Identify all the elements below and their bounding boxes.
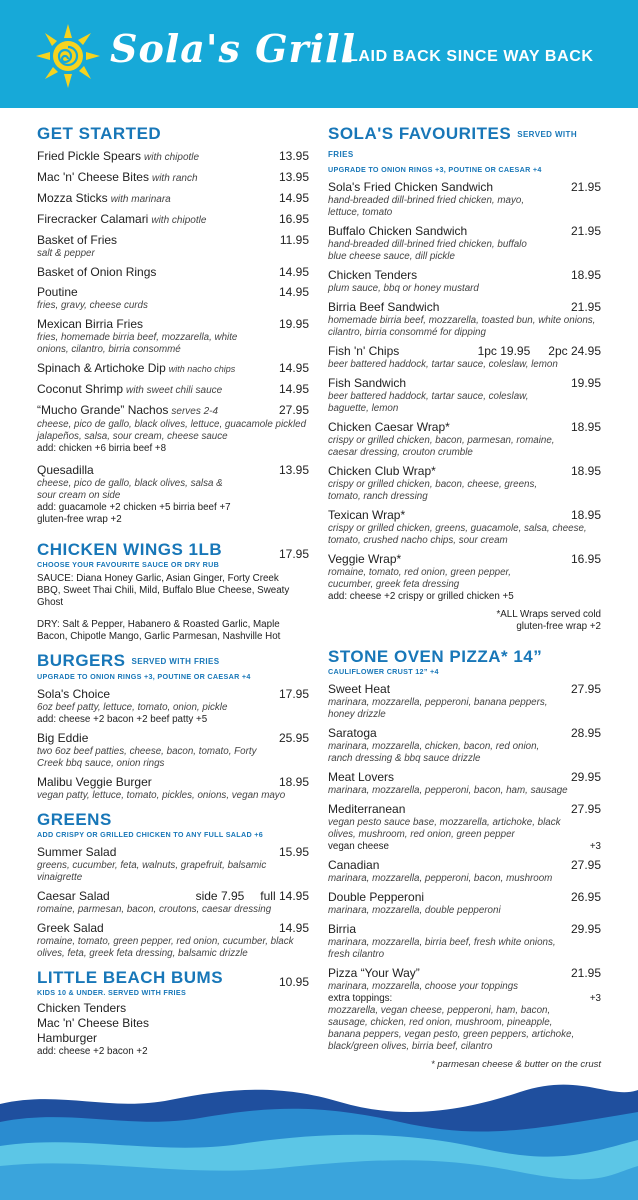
- item-price: 19.95: [278, 317, 309, 331]
- menu-item: [37, 170, 309, 186]
- burgers-sub: SERVED WITH FRIES: [131, 656, 220, 666]
- item-name: Pizza “Your Way”: [328, 966, 420, 981]
- item-desc: plum sauce, bbq or honey mustard: [328, 283, 479, 295]
- item-add: add: chicken +6 birria beef +8: [37, 443, 167, 454]
- item-price: 14.95: [278, 382, 309, 396]
- item-add: gluten-free wrap +2: [37, 514, 122, 525]
- item-desc: marinara, mozzarella, choose your toppings: [328, 981, 519, 993]
- item-name: Meat Lovers: [328, 770, 395, 785]
- tagline: LAID BACK SINCE WAY BACK: [348, 48, 594, 65]
- item-desc: vegan patty, lettuce, tomato, pickles, onions, vegan mayo: [37, 789, 286, 801]
- item-price: 11.95: [279, 233, 309, 247]
- item-name: Big Eddie: [37, 730, 89, 745]
- menu-item: [328, 180, 601, 219]
- section-title-get-started: GET STARTED: [37, 124, 162, 143]
- item-extra: extra toppings: +3: [328, 993, 601, 1005]
- item-price: 14.95: [278, 285, 309, 299]
- item-desc: crispy or grilled chicken, bacon, parmesan, romaine, caesar dressing, crouton crumble: [328, 435, 555, 459]
- header-banner: [0, 0, 638, 108]
- menu-item: [37, 233, 309, 260]
- item-with: with marinara: [110, 194, 171, 205]
- item-name: Double Pepperoni: [328, 890, 425, 905]
- item-price: 15.95: [278, 844, 309, 859]
- item-desc: hand-breaded dill-brined fried chicken, mayo, lettuce, tomato: [328, 195, 525, 219]
- menu-item: [328, 508, 601, 547]
- item-name: Summer Salad: [37, 844, 117, 859]
- item-price: 27.95: [570, 858, 601, 873]
- favourites-sub: SERVED WITH FRIES: [328, 129, 578, 160]
- kids-add: add: cheese +2 bacon +2: [37, 1045, 148, 1057]
- item-name: Texican Wrap*: [328, 508, 406, 523]
- item-desc: romaine, tomato, red onion, green pepper, cucumber, greek feta dressing: [328, 567, 511, 591]
- item-with: with ranch: [151, 173, 198, 184]
- menu-item: [37, 149, 309, 165]
- item-desc: marinara, mozzarella, double pepperoni: [328, 905, 501, 917]
- item-price: 29.95: [570, 770, 601, 785]
- item-name: Chicken Caesar Wrap*: [328, 420, 450, 435]
- item-name: Fish Sandwich: [328, 376, 407, 391]
- item-2pc-price: 2pc 24.95: [548, 344, 601, 359]
- item-price: 18.95: [570, 268, 601, 283]
- item-add: add: guacamole +2 chicken +5 birria beef +7: [37, 502, 231, 513]
- item-desc: marinara, mozzarella, birria beef, fresh white onions, fresh cilantro: [328, 937, 556, 961]
- item-price: 21.95: [570, 180, 601, 195]
- item-price: 14.95: [278, 265, 309, 279]
- item-desc: cheese, pico de gallo, black olives, salsa & sour cream on side: [37, 478, 223, 501]
- menu-item: [328, 300, 601, 339]
- menu-item: [328, 682, 601, 721]
- item-with: with nacho chips: [168, 364, 236, 374]
- menu-item: [37, 889, 309, 916]
- get-started-list: [37, 149, 309, 526]
- item-desc: salt & pepper: [37, 248, 95, 259]
- item-desc: romaine, parmesan, bacon, croutons, caesar dressing: [37, 903, 272, 915]
- item-price: 13.95: [278, 463, 309, 477]
- item-price: 18.95: [570, 420, 601, 435]
- menu-item: [37, 317, 309, 356]
- item-price: 25.95: [278, 730, 309, 745]
- item-name: Fish 'n' Chips: [328, 344, 400, 359]
- section-title-favourites: [328, 124, 601, 165]
- item-desc: fries, gravy, cheese curds: [37, 300, 148, 311]
- item-extra: vegan cheese +3: [328, 841, 601, 853]
- section-title-kids: [37, 968, 309, 988]
- item-desc: romaine, tomato, green pepper, red onion, cucumber, black olives, feta, greek feta dressing, balsamic drizzle: [37, 935, 294, 959]
- item-price: 16.95: [570, 552, 601, 567]
- wings-note: CHOOSE YOUR FAVOURITE SAUCE OR DRY RUB: [37, 560, 220, 569]
- kids-line: Mac 'n' Cheese Bites: [37, 1015, 149, 1030]
- menu-item: [37, 212, 309, 228]
- item-name: Saratoga: [328, 726, 377, 741]
- menu-item: [37, 775, 309, 802]
- item-desc: marinara, mozzarella, pepperoni, banana peppers, honey drizzle: [328, 697, 548, 721]
- item-name: Mexican Birria Fries: [37, 317, 144, 331]
- item-desc: beer battered haddock, tartar sauce, coleslaw, lemon: [328, 359, 558, 371]
- item-price: 29.95: [570, 922, 601, 937]
- item-name: Poutine: [37, 285, 78, 299]
- item-name: Basket of Onion Rings: [37, 265, 157, 279]
- item-name: Veggie Wrap*: [328, 552, 402, 567]
- wings-price: 17.95: [278, 547, 309, 561]
- menu-item: [37, 731, 309, 770]
- kids-line: Hamburger: [37, 1030, 98, 1045]
- item-desc: 6oz beef patty, lettuce, tomato, onion, pickle: [37, 701, 228, 713]
- menu-item: [328, 770, 601, 797]
- item-price: 19.95: [570, 376, 601, 391]
- item-desc: greens, cucumber, feta, walnuts, grapefruit, balsamic vinaigrette: [37, 859, 267, 883]
- item-price: 17.95: [278, 686, 309, 701]
- item-desc: hand-breaded dill-brined fried chicken, buffalo blue cheese sauce, dill pickle: [328, 239, 527, 263]
- menu-item: [328, 224, 601, 263]
- menu-item: [37, 382, 309, 398]
- wings-dry: DRY: Salt & Pepper, Habanero & Roasted Garlic, Maple Bacon, Chipotle Mango, Garlic Parmesan, Nashville Hot: [37, 619, 281, 642]
- item-price: 14.95: [278, 920, 309, 935]
- item-desc: vegan pesto sauce base, mozzarella, artichoke, black olives, mushroom, red onion, green pepper: [328, 817, 561, 841]
- menu-item: [37, 845, 309, 884]
- pizza-note: CAULIFLOWER CRUST 12” +4: [328, 667, 439, 677]
- decorative-waves: [0, 1082, 638, 1200]
- item-name: Mozza Sticks: [37, 191, 108, 205]
- wrap-note: gluten-free wrap +2: [516, 621, 601, 633]
- item-name: Canadian: [328, 858, 380, 873]
- item-price: 27.95: [278, 403, 309, 417]
- item-with: serves 2-4: [171, 406, 219, 417]
- menu-item: [37, 687, 309, 726]
- left-column: [37, 124, 309, 1058]
- item-price: 27.95: [570, 802, 601, 817]
- item-name: Birria Beef Sandwich: [328, 300, 440, 315]
- item-price: 13.95: [278, 149, 309, 163]
- item-1pc-price: 1pc 19.95: [477, 344, 531, 359]
- item-add: add: cheese +2 crispy or grilled chicken +5: [328, 591, 514, 603]
- item-name: Quesadilla: [37, 463, 94, 477]
- item-name: “Mucho Grande” Nachos: [37, 403, 169, 417]
- item-add: add: cheese +2 bacon +2 beef patty +5: [37, 713, 208, 725]
- section-title-burgers: [37, 651, 309, 672]
- kids-note: KIDS 10 & UNDER. SERVED WITH FRIES: [37, 987, 187, 997]
- favourites-note: UPGRADE TO ONION RINGS +3, POUTINE OR CAESAR +4: [328, 165, 542, 175]
- menu-item: [328, 802, 601, 853]
- item-with: with sweet chili sauce: [126, 385, 223, 396]
- wings-title: CHICKEN WINGS 1LB: [37, 540, 223, 559]
- pizza-footnote: * parmesan cheese & butter on the crust: [430, 1059, 601, 1071]
- menu-item: [37, 463, 309, 526]
- item-desc: two 6oz beef patties, cheese, bacon, tomato, Forty Creek bbq sauce, onion rings: [37, 745, 257, 769]
- item-name: Chicken Club Wrap*: [328, 464, 436, 479]
- item-name: Buffalo Chicken Sandwich: [328, 224, 468, 239]
- item-name: Coconut Shrimp: [37, 382, 124, 396]
- item-name: Chicken Tenders: [328, 268, 418, 283]
- item-with: with chipotle: [144, 152, 200, 163]
- item-desc: marinara, mozzarella, pepperoni, bacon, ham, sausage: [328, 785, 568, 797]
- menu-item: [328, 268, 601, 295]
- menu-item: [37, 921, 309, 960]
- item-price: 18.95: [278, 774, 309, 789]
- sun-logo-icon: [34, 22, 102, 90]
- menu-item: [37, 191, 309, 207]
- menu-item: [328, 552, 601, 603]
- item-price: 14.95: [278, 191, 309, 205]
- wrap-note: *ALL Wraps served cold: [496, 609, 601, 621]
- burgers-note: UPGRADE TO ONION RINGS +3, POUTINE OR CAESAR +4: [37, 671, 251, 681]
- item-desc: homemade birria beef, mozzarella, toasted bun, white onions, cilantro, birria consommé for dipping: [328, 315, 596, 339]
- menu-item: [37, 403, 309, 455]
- kids-title: LITTLE BEACH BUMS: [37, 967, 224, 987]
- item-side-price: side 7.95: [195, 888, 245, 903]
- item-desc: cheese, pico de gallo, black olives, lettuce, guacamole pickled jalapeños, salsa, sour cream, cheese sauce: [37, 419, 307, 442]
- greens-note: ADD CRISPY OR GRILLED CHICKEN TO ANY FULL SALAD +6: [37, 829, 264, 839]
- wings-sauce: SAUCE: Diana Honey Garlic, Asian Ginger, Forty Creek BBQ, Sweet Thai Chili, Mild, Buffalo Blue Cheese, Sweaty Ghost: [37, 573, 290, 608]
- item-price: 26.95: [570, 890, 601, 905]
- item-toppings: mozzarella, vegan cheese, pepperoni, ham, bacon, sausage, chicken, red onion, mushroom, pineapple, banana peppers, vegan pesto, green peppers, artichoke, black/green olives, birria beef, cilantro: [328, 1005, 575, 1053]
- item-name: Mediterranean: [328, 802, 406, 817]
- menu-item: [37, 285, 309, 312]
- item-desc: beer battered haddock, tartar sauce, coleslaw, baguette, lemon: [328, 391, 529, 415]
- item-desc: marinara, mozzarella, pepperoni, bacon, mushroom: [328, 873, 553, 885]
- section-title-greens: GREENS: [37, 809, 112, 829]
- brand-title: Sola's Grill: [110, 26, 356, 71]
- right-column: [328, 124, 601, 1071]
- item-name: Mac 'n' Cheese Bites: [37, 170, 149, 184]
- item-price: 27.95: [570, 682, 601, 697]
- item-name: Basket of Fries: [37, 233, 118, 247]
- burgers-title: BURGERS: [37, 651, 126, 670]
- menu-item: [328, 376, 601, 415]
- item-name: Sola's Choice: [37, 686, 110, 701]
- item-full-price: full 14.95: [260, 888, 309, 903]
- favourites-title: SOLA'S FAVOURITES: [328, 124, 512, 143]
- item-price: 21.95: [570, 966, 601, 981]
- menu-item: [328, 464, 601, 503]
- item-name: Malibu Veggie Burger: [37, 774, 152, 789]
- menu-item: [328, 890, 601, 917]
- item-desc: crispy or grilled chicken, bacon, cheese, greens, tomato, ranch dressing: [328, 479, 538, 503]
- section-title-wings: [37, 540, 309, 560]
- item-name: Spinach & Artichoke Dip: [37, 361, 166, 375]
- menu-item: [37, 361, 309, 377]
- item-price: 21.95: [570, 224, 601, 239]
- item-price: 16.95: [278, 212, 309, 226]
- item-price: 13.95: [278, 170, 309, 184]
- menu-item: [328, 922, 601, 961]
- item-name: Firecracker Calamari: [37, 212, 149, 226]
- item-name: Sweet Heat: [328, 682, 391, 697]
- kids-price: 10.95: [278, 974, 309, 989]
- item-desc: marinara, mozzarella, chicken, bacon, red onion, ranch dressing & bbq sauce drizzle: [328, 741, 540, 765]
- menu-item: [37, 265, 309, 280]
- item-name: Greek Salad: [37, 920, 104, 935]
- item-price: 18.95: [570, 464, 601, 479]
- item-with: with chipotle: [151, 215, 207, 226]
- section-title-pizza: STONE OVEN PIZZA* 14”: [328, 647, 543, 667]
- item-name: Sola's Fried Chicken Sandwich: [328, 180, 494, 195]
- item-price: 14.95: [278, 361, 309, 375]
- kids-line: Chicken Tenders: [37, 1000, 127, 1015]
- item-price: 18.95: [570, 508, 601, 523]
- menu-item: [328, 966, 601, 1053]
- item-desc: fries, homemade birria beef, mozzarella, white onions, cilantro, birria consommé: [37, 332, 238, 355]
- item-price: 28.95: [570, 726, 601, 741]
- item-price: 21.95: [570, 300, 601, 315]
- item-desc: crispy or grilled chicken, greens, guacamole, salsa, cheese, tomato, crushed nacho chips, sour cream: [328, 523, 587, 547]
- menu-item: [328, 420, 601, 459]
- item-name: Fried Pickle Spears: [37, 149, 142, 163]
- menu-item: [328, 344, 601, 371]
- menu-item: [328, 726, 601, 765]
- item-name: Birria: [328, 922, 357, 937]
- item-name: Caesar Salad: [37, 888, 110, 903]
- menu-item: [328, 858, 601, 885]
